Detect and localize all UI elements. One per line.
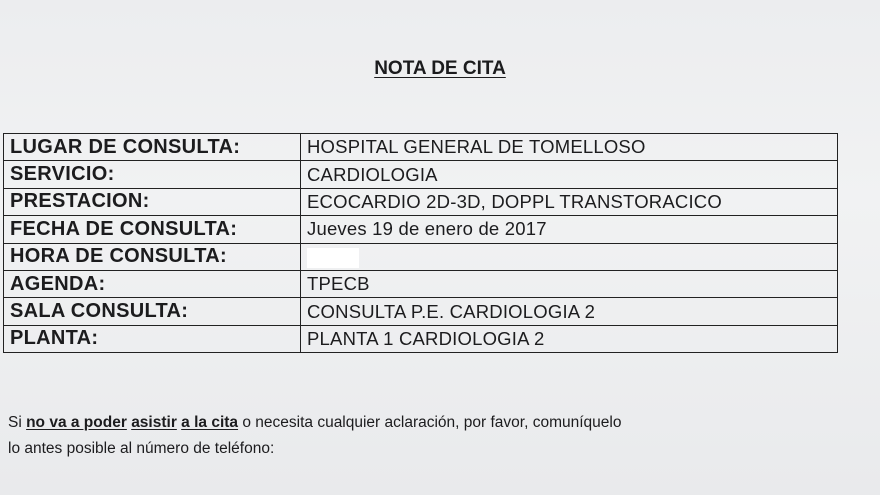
redaction-box	[307, 248, 359, 268]
table-row	[4, 298, 838, 325]
row-value: HOSPITAL GENERAL DE TOMELLOSO	[301, 134, 838, 161]
row-label: SALA CONSULTA:	[4, 298, 301, 325]
note-text: Si	[8, 414, 27, 431]
row-value: PLANTA 1 CARDIOLOGIA 2	[301, 325, 838, 352]
row-label: AGENDA:	[4, 270, 301, 297]
note-line-1	[8, 410, 858, 436]
table-row	[4, 161, 838, 188]
table-row	[4, 134, 838, 161]
note-text: o necesita cualquier aclaración, por favor, comuníquelo	[238, 414, 622, 431]
row-label: SERVICIO:	[4, 161, 301, 188]
note-underlined: asistir	[131, 414, 177, 431]
appointment-table	[3, 133, 838, 353]
contact-note	[8, 410, 858, 462]
table-row	[4, 188, 838, 215]
note-line-2: lo antes posible al número de teléfono:	[8, 440, 275, 457]
row-label: FECHA DE CONSULTA:	[4, 216, 301, 243]
document-title	[0, 58, 880, 80]
table-row	[4, 325, 838, 352]
note-underlined: no va a poder	[26, 414, 127, 431]
row-value: TPECB	[301, 270, 838, 297]
note-underlined: a la cita	[181, 414, 239, 431]
table-row	[4, 270, 838, 297]
row-value: CONSULTA P.E. CARDIOLOGIA 2	[301, 298, 838, 325]
row-label: PRESTACION:	[4, 188, 301, 215]
row-label: LUGAR DE CONSULTA:	[4, 134, 301, 161]
row-value: ECOCARDIO 2D-3D, DOPPL TRANSTORACICO	[301, 188, 838, 215]
table-row	[4, 243, 838, 270]
row-value-redacted	[301, 243, 838, 270]
document-title-text: NOTA DE CITA	[374, 58, 506, 79]
row-value: Jueves 19 de enero de 2017	[301, 216, 838, 243]
row-label: PLANTA:	[4, 325, 301, 352]
table-row	[4, 216, 838, 243]
row-value: CARDIOLOGIA	[301, 161, 838, 188]
row-label: HORA DE CONSULTA:	[4, 243, 301, 270]
